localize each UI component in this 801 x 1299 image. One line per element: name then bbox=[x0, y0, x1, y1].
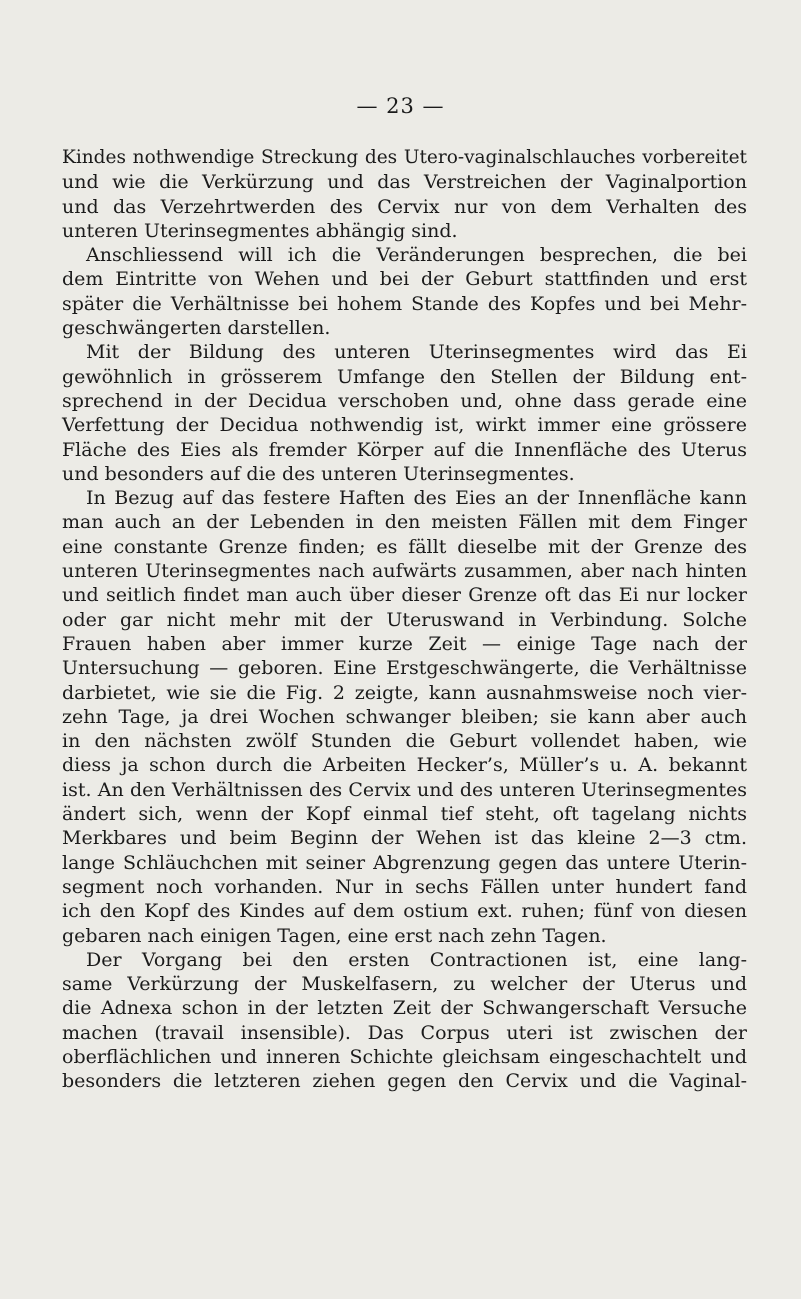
text-line: unteren Uterinsegmentes nach aufwärts zusammen, aber nach hinten bbox=[62, 560, 747, 583]
text-line: gebaren nach einigen Tagen, eine erst nach zehn Tagen. bbox=[62, 924, 607, 947]
text-line: geschwängerten darstellen. bbox=[62, 317, 331, 340]
text-line: ändert sich, wenn der Kopf einmal tief steht, oft tagelang nichts bbox=[62, 803, 747, 826]
text-line: die Adnexa schon in der letzten Zeit der Schwangerschaft Versuche bbox=[62, 997, 747, 1020]
text-line: und wie die Verkürzung und das Verstreichen der Vaginalportion bbox=[62, 171, 747, 194]
text-line: gewöhnlich in grösserem Umfange den Stellen der Bildung ent- bbox=[62, 365, 747, 388]
text-line: später die Verhältnisse bei hohem Stande des Kopfes und bei Mehr- bbox=[62, 292, 747, 315]
text-line: zehn Tage, ja drei Wochen schwanger bleiben; sie kann aber auch bbox=[62, 705, 747, 728]
text-line: lange Schläuchchen mit seiner Abgrenzung gegen das untere Uterin- bbox=[62, 851, 747, 874]
text-line: diess ja schon durch die Arbeiten Hecker’s, Müller’s u. A. bekannt bbox=[62, 754, 747, 777]
text-line: dem Eintritte von Wehen und bei der Geburt stattfinden und erst bbox=[62, 268, 747, 291]
text-line: Mit der Bildung des unteren Uterinsegmentes wird das Ei bbox=[86, 341, 747, 364]
text-line: sprechend in der Decidua verschoben und, ohne dass gerade eine bbox=[62, 389, 747, 412]
text-line: ich den Kopf des Kindes auf dem ostium ext. ruhen; fünf von diesen bbox=[62, 900, 747, 923]
text-line: In Bezug auf das festere Haften des Eies an der Innenfläche kann bbox=[86, 487, 747, 510]
text-line: darbietet, wie sie die Fig. 2 zeigte, kann ausnahmsweise noch vier- bbox=[62, 681, 747, 704]
text-line: segment noch vorhanden. Nur in sechs Fällen unter hundert fand bbox=[62, 875, 747, 898]
text-line: oberflächlichen und inneren Schichte gleichsam eingeschachtelt und bbox=[62, 1045, 747, 1068]
text-line: Frauen haben aber immer kurze Zeit — einige Tage nach der bbox=[62, 632, 747, 655]
text-line: machen (travail insensible). Das Corpus uteri ist zwischen der bbox=[62, 1021, 747, 1044]
text-line: und das Verzehrtwerden des Cervix nur von dem Verhalten des bbox=[62, 195, 747, 218]
text-line: Fläche des Eies als fremder Körper auf die Innenfläche des Uterus bbox=[62, 438, 747, 461]
text-line: und besonders auf die des unteren Uterinsegmentes. bbox=[62, 462, 575, 485]
text-line: Untersuchung — geboren. Eine Erstgeschwängerte, die Verhältnisse bbox=[62, 657, 747, 680]
text-line: Anschliessend will ich die Veränderungen besprechen, die bei bbox=[86, 244, 747, 267]
text-line: besonders die letzteren ziehen gegen den Cervix und die Vaginal- bbox=[62, 1070, 747, 1093]
text-line: man auch an der Lebenden in den meisten Fällen mit dem Finger bbox=[62, 511, 747, 534]
text-line: und seitlich findet man auch über dieser Grenze oft das Ei nur locker bbox=[62, 584, 747, 607]
text-line: same Verkürzung der Muskelfasern, zu welcher der Uterus und bbox=[62, 973, 747, 996]
text-line: Merkbares und beim Beginn der Wehen ist das kleine 2—3 ctm. bbox=[62, 827, 747, 850]
text-line: Verfettung der Decidua nothwendig ist, wirkt immer eine grössere bbox=[62, 414, 747, 437]
text-line: in den nächsten zwölf Stunden die Geburt vollendet haben, wie bbox=[62, 730, 747, 753]
body-text bbox=[62, 146, 747, 1094]
text-line: Kindes nothwendige Streckung des Utero-vaginalschlauches vorbereitet bbox=[62, 147, 747, 168]
text-line: oder gar nicht mehr mit der Uteruswand in Verbindung. Solche bbox=[62, 608, 747, 631]
page-number: — 23 — bbox=[356, 94, 445, 118]
text-line: eine constante Grenze finden; es fällt dieselbe mit der Grenze des bbox=[62, 535, 747, 558]
text-line: ist. An den Verhältnissen des Cervix und des unteren Uterinsegmentes bbox=[62, 778, 747, 801]
text-line: unteren Uterinsegmentes abhängig sind. bbox=[62, 219, 458, 242]
text-line: Der Vorgang bei den ersten Contractionen ist, eine lang- bbox=[86, 948, 747, 971]
